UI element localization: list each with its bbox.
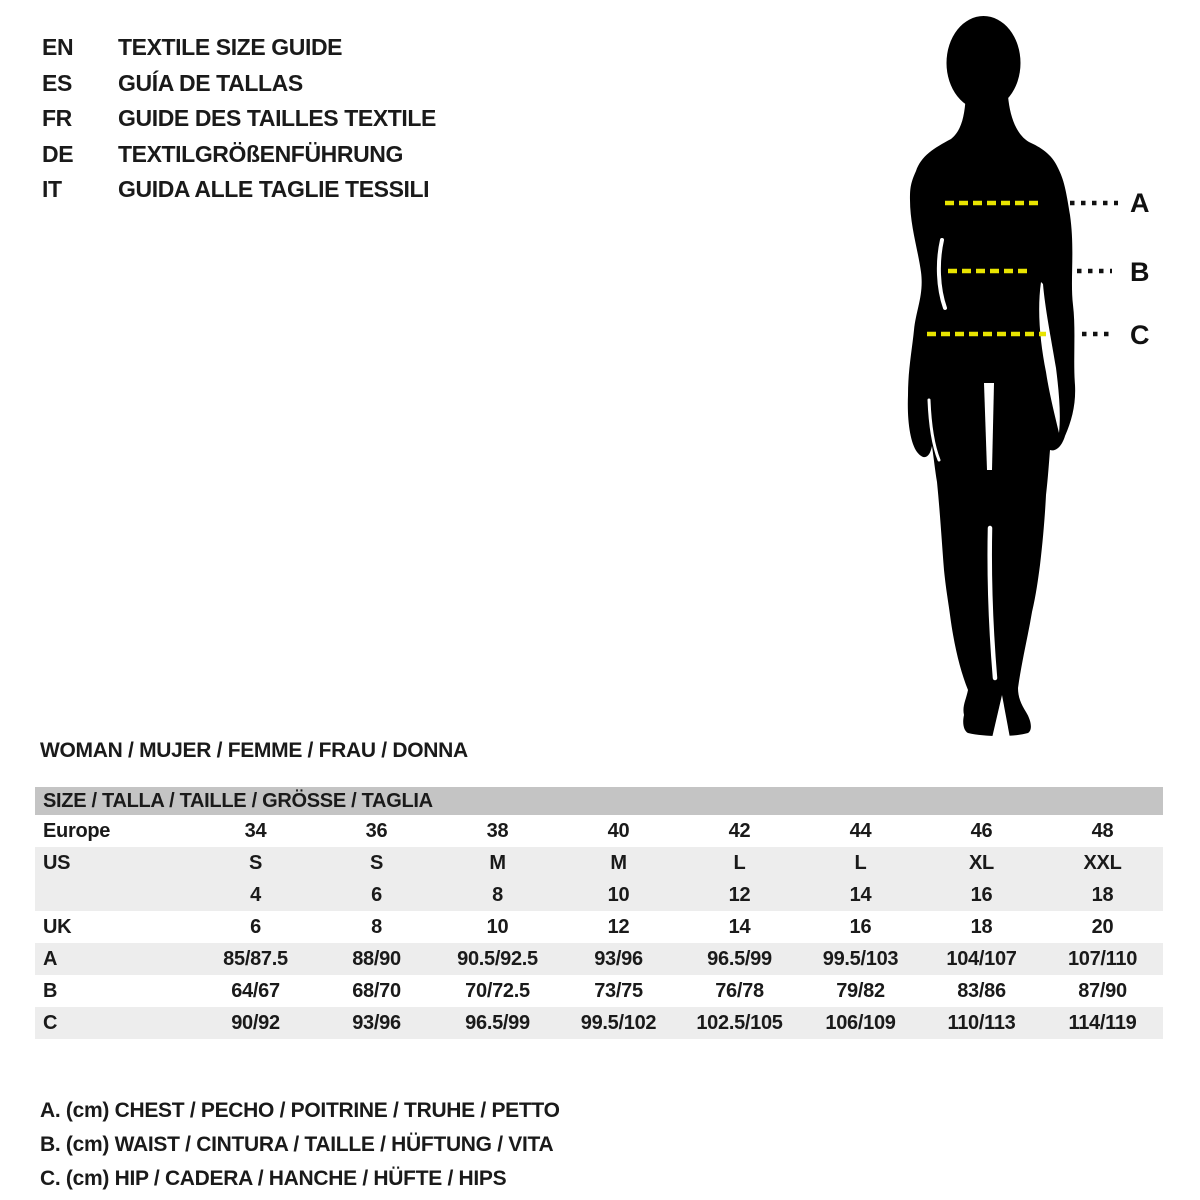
size-cell: 87/90 — [1078, 980, 1127, 1002]
size-cell: 42 — [728, 820, 751, 842]
measure-label-b: B — [1130, 257, 1150, 287]
size-cell: 18 — [970, 916, 993, 938]
size-cell: 18 — [1091, 884, 1114, 906]
woman-silhouette-figure — [880, 0, 1200, 745]
size-cell: 93/96 — [352, 1012, 401, 1034]
lang-title: TEXTILE SIZE GUIDE — [118, 34, 343, 60]
size-cell: 102.5/105 — [696, 1012, 783, 1034]
measure-label-c: C — [1130, 320, 1150, 350]
row-label — [35, 879, 195, 911]
size-cell: 12 — [607, 916, 630, 938]
lang-code: ES — [42, 69, 72, 96]
size-cell: 79/82 — [836, 980, 885, 1002]
size-cell: L — [733, 852, 746, 874]
lang-row-en — [42, 30, 436, 66]
size-cell: 4 — [250, 884, 261, 906]
legend-line-hip: C. (cm) HIP / CADERA / HANCHE / HÜFTE / HIPS — [40, 1167, 507, 1190]
size-cell: 114/119 — [1068, 1012, 1137, 1034]
table-row-uk — [35, 911, 1163, 943]
size-cell: 20 — [1091, 916, 1114, 938]
row-label: C — [43, 1012, 58, 1034]
size-cell: 40 — [607, 820, 630, 842]
size-cell: S — [248, 852, 263, 874]
size-cell: 68/70 — [352, 980, 401, 1002]
size-cell: XXL — [1083, 852, 1122, 874]
lang-code: IT — [42, 176, 62, 202]
row-label: B — [43, 980, 58, 1002]
size-cell: 99.5/103 — [822, 948, 899, 970]
size-cell: 8 — [371, 916, 382, 938]
size-cell: 12 — [728, 884, 751, 906]
size-cell: 106/109 — [825, 1012, 896, 1034]
row-label: US — [43, 852, 71, 874]
size-cell: 96.5/99 — [707, 948, 772, 970]
size-cell: 46 — [970, 820, 993, 842]
lang-code: EN — [42, 34, 74, 60]
size-cell: 104/107 — [946, 948, 1017, 970]
measure-label-a: A — [1130, 188, 1150, 218]
size-cell: 90.5/92.5 — [457, 948, 538, 970]
size-cell: 6 — [250, 916, 261, 938]
section-title: WOMAN / MUJER / FEMME / FRAU / DONNA — [40, 739, 468, 762]
table-row-hip-c — [35, 1007, 1163, 1039]
size-cell: 48 — [1091, 820, 1114, 842]
size-cell: 14 — [728, 916, 751, 938]
legend-line-chest: A. (cm) CHEST / PECHO / POITRINE / TRUHE / PETTO — [40, 1099, 560, 1122]
row-label: A — [43, 948, 58, 970]
lang-title: GUIDA ALLE TAGLIE TESSILI — [118, 176, 430, 202]
size-cell: 85/87.5 — [223, 948, 288, 970]
size-cell: 110/113 — [947, 1012, 1016, 1034]
size-table — [35, 787, 1163, 1039]
size-cell: 44 — [849, 820, 872, 842]
size-cell: 96.5/99 — [465, 1012, 530, 1034]
lang-code: FR — [42, 105, 72, 131]
size-cell: M — [489, 852, 506, 874]
size-cell: 93/96 — [594, 948, 643, 970]
size-cell: 64/67 — [231, 980, 280, 1002]
size-cell: 34 — [244, 820, 267, 842]
size-cell: 6 — [371, 884, 382, 906]
legend-line-waist: B. (cm) WAIST / CINTURA / TAILLE / HÜFTUNG / VITA — [40, 1133, 554, 1156]
size-cell: 38 — [486, 820, 509, 842]
lang-row-es — [42, 66, 436, 102]
size-cell: 70/72.5 — [465, 980, 530, 1002]
lang-row-it — [42, 172, 436, 208]
size-cell: 16 — [849, 916, 872, 938]
size-cell: 76/78 — [715, 980, 764, 1002]
table-row-waist-b — [35, 975, 1163, 1007]
measurement-legend — [40, 1094, 560, 1196]
size-cell: S — [369, 852, 384, 874]
size-cell: 10 — [486, 916, 509, 938]
lang-title: GUIDE DES TAILLES TEXTILE — [118, 105, 436, 131]
size-cell: 16 — [970, 884, 993, 906]
table-row-us-letters — [35, 847, 1163, 879]
table-row-chest-a — [35, 943, 1163, 975]
size-cell: XL — [969, 852, 994, 874]
size-cell: 10 — [607, 884, 630, 906]
table-row-europe — [35, 815, 1163, 847]
table-row-us-numbers — [35, 879, 1163, 911]
size-cell: 88/90 — [352, 948, 401, 970]
size-cell: 8 — [492, 884, 503, 906]
size-cell: 73/75 — [594, 980, 643, 1002]
size-cell: M — [610, 852, 627, 874]
size-cell: 107/110 — [1067, 948, 1138, 970]
lang-row-fr — [42, 101, 436, 137]
size-table-header: SIZE / TALLA / TAILLE / GRÖSSE / TAGLIA — [35, 787, 1163, 815]
lang-code: DE — [42, 140, 74, 167]
size-cell: 14 — [849, 884, 872, 906]
size-cell: 83/86 — [957, 980, 1006, 1002]
lang-title: GUÍA DE TALLAS — [118, 69, 303, 96]
lang-row-de — [42, 137, 436, 173]
size-cell: 99.5/102 — [580, 1012, 657, 1034]
row-label: UK — [43, 916, 72, 938]
lang-title: TEXTILGRÖßENFÜHRUNG — [118, 140, 403, 167]
row-label: Europe — [43, 820, 111, 842]
size-cell: 90/92 — [231, 1012, 280, 1034]
language-title-list — [42, 30, 436, 208]
size-cell: L — [854, 852, 867, 874]
size-cell: 36 — [365, 820, 388, 842]
